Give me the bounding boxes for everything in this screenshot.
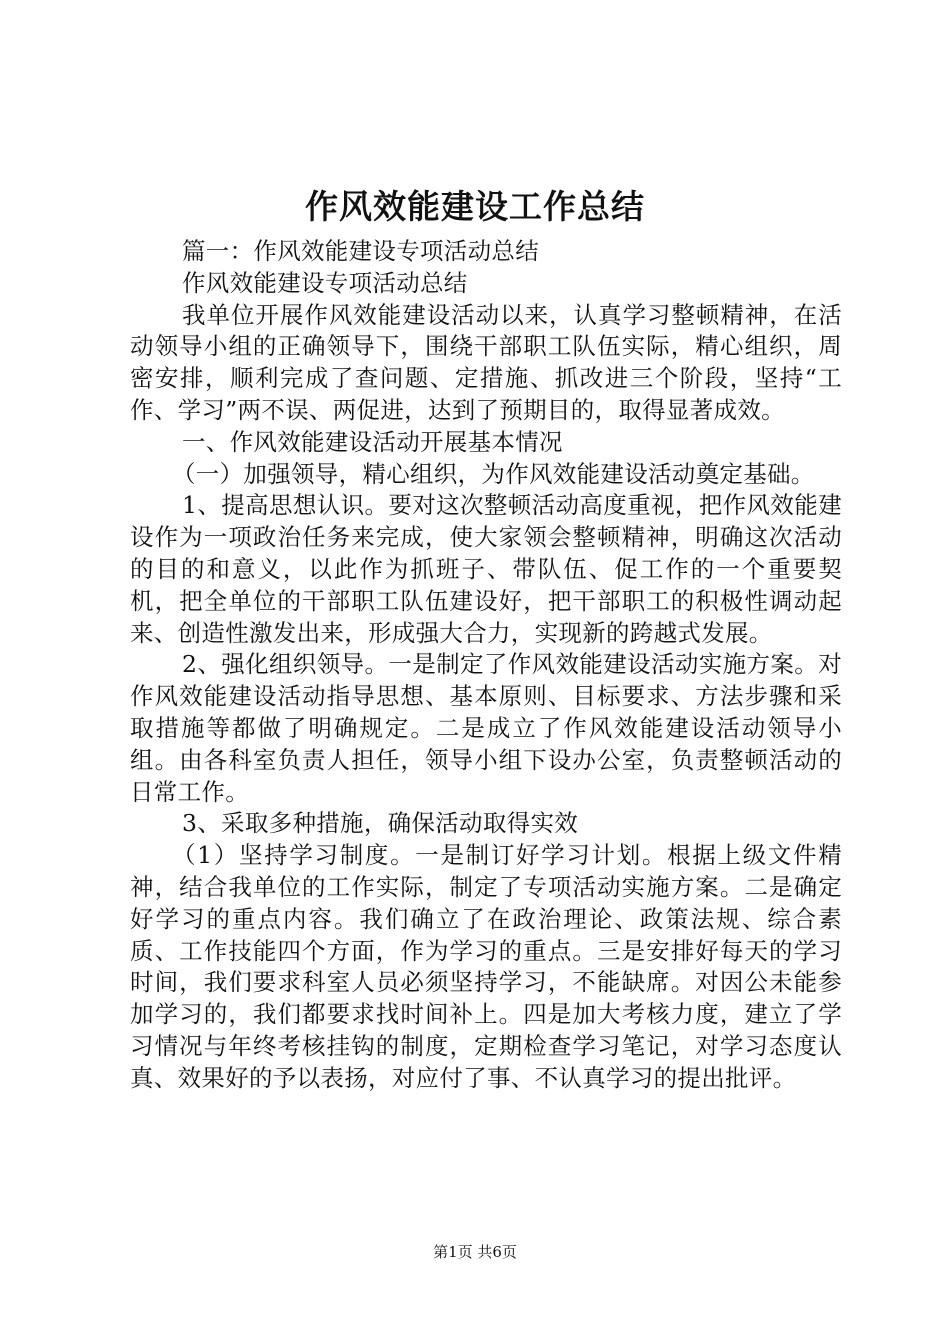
chapter-heading: 篇一：作风效能建设专项活动总结 [182,237,539,265]
subsection-heading-1: （一）加强领导，精心组织，为作风效能建设活动奠定基础。 [172,459,815,488]
document-body [130,236,842,1095]
paragraph-item-2: 2、强化组织领导。一是制定了作风效能建设活动实施方案。对作风效能建设活动指导思想、基本原则、目标要求、方法步骤和采取措施等都做了明确规定。二是成立了作风效能建设活动领导小组。由各科室负责人担任，领导小组下设办公室，负责整顿活动的日常工作。 [130,650,842,806]
paragraph-item-3-1: （1）坚持学习制度。一是制订好学习计划。根据上级文件精神，结合我单位的工作实际，制定了专项活动实施方案。二是确定好学习的重点内容。我们确立了在政治理论、政策法规、综合素质、工作技能四个方面，作为学习的重点。三是安排好每天的学习时间，我们要求科室人员必须坚持学习，不能缺席。对因公未能参加学习的，我们都要求找时间补上。四是加大考核力度，建立了学习情况与年终考核挂钩的制度，定期检查学习笔记，对学习态度认真、效果好的予以表扬，对应付了事、不认真学习的提出批评。 [130,841,842,1092]
intro-paragraph: 我单位开展作风效能建设活动以来，认真学习整顿精神，在活动领导小组的正确领导下，围绕干部职工队伍实际，精心组织，周密安排，顺利完成了查问题、定措施、抓改进三个阶段，坚持“工作、学习”两不误、两促进，达到了预期目的，取得显著成效。 [130,300,842,424]
section-subtitle: 作风效能建设专项活动总结 [182,268,468,297]
section-heading-1: 一、作风效能建设活动开展基本情况 [182,427,563,456]
paragraph-item-3-heading: 3、采取多种措施，确保活动取得实效 [182,809,579,838]
paragraph-item-1: 1、提高思想认识。要对这次整顿活动高度重视，把作风效能建设作为一项政治任务来完成，使大家领会整顿精神，明确这次活动的目的和意义，以此作为抓班子、带队伍、促工作的一个重要契机，把全单位的干部职工队伍建设好，把干部职工的积极性调动起来、创造性激发出来，形成强大合力，实现新的跨越式发展。 [130,491,842,647]
page-number-footer: 第1页 共6页 [433,1243,517,1261]
document-title: 作风效能建设工作总结 [305,187,645,226]
